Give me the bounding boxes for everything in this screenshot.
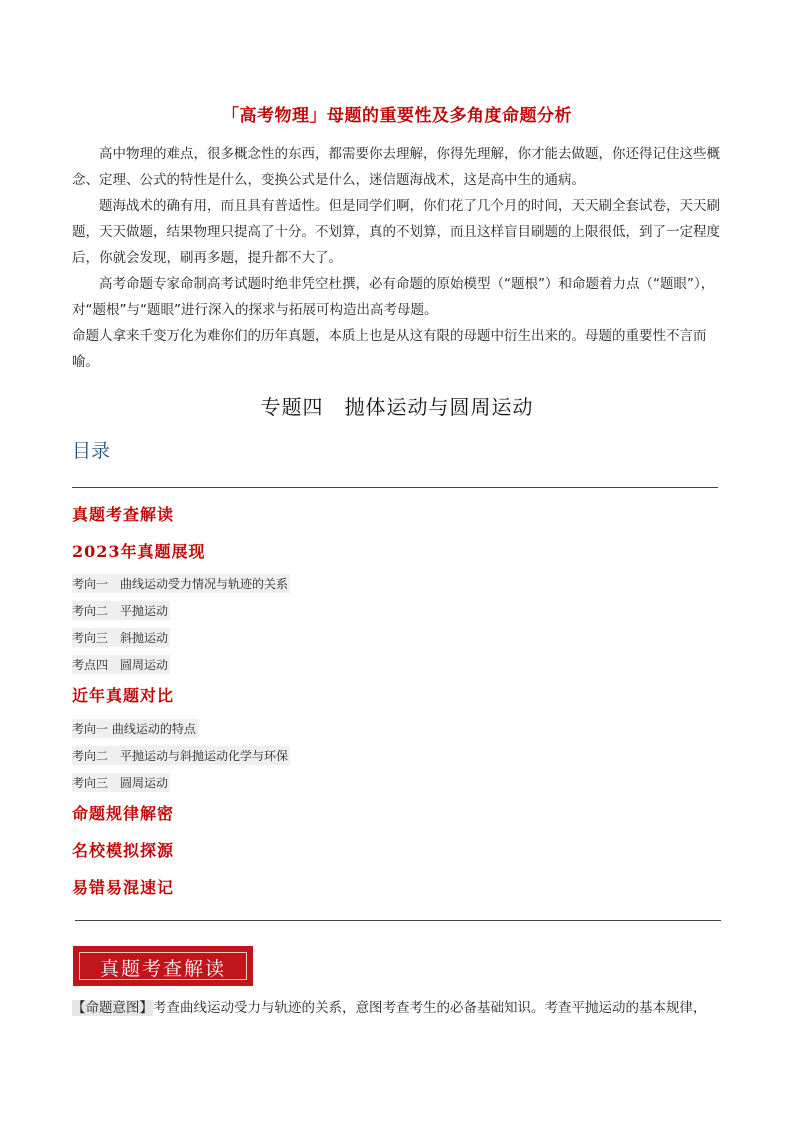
toc-link-recent-comparison[interactable]: 近年真题对比 xyxy=(72,686,175,705)
toc-link-patterns[interactable]: 命题规律解密 xyxy=(72,804,175,823)
intent-line xyxy=(72,997,732,1019)
toc-link-quick-notes[interactable]: 易错易混速记 xyxy=(72,878,175,897)
toc-link-g1-4[interactable]: 考点四 圆周运动 xyxy=(72,655,170,674)
toc-link-g1-2[interactable]: 考向二 平抛运动 xyxy=(72,601,170,620)
section-title: 专题四 抛体运动与圆周运动 xyxy=(260,395,534,419)
intent-tag: 【命题意图】 xyxy=(72,1000,153,1016)
toc-bottom-divider xyxy=(75,920,721,921)
toc-link-2023-exams[interactable]: 2023年真题展现 xyxy=(72,542,206,561)
intro-paragraph-3: 高考命题专家命制高考试题时绝非凭空杜撰，必有命题的原始模型（“题根”）和命题着力点（“题眼”），对“题根”与“题眼”进行深入的探求与拓展可构造出高考母题。 xyxy=(72,276,715,318)
toc-title: 目录 xyxy=(72,440,111,462)
banner-text: 真题考查解读 xyxy=(99,958,226,980)
main-title: 「高考物理」母题的重要性及多角度命题分析 xyxy=(222,106,572,126)
intro-paragraph-4: 命题人拿来千变万化为难你们的历年真题，本质上也是从这有限的母题中衍生出来的。母题的重要性不言而喻。 xyxy=(72,328,707,370)
toc-link-g2-1[interactable]: 考向一 曲线运动的特点 xyxy=(72,719,198,738)
section-banner xyxy=(73,946,253,986)
toc-link-g2-3[interactable]: 考向三 圆周运动 xyxy=(72,773,170,792)
intent-text: 考查曲线运动受力与轨迹的关系，意图考查考生的必备基础知识。考查平抛运动的基本规律， xyxy=(153,1000,707,1016)
toc-link-mock-sources[interactable]: 名校模拟探源 xyxy=(72,841,175,860)
intro-text xyxy=(72,141,724,375)
intro-paragraph-2: 题海战术的确有用，而且具有普适性。但是同学们啊，你们花了几个月的时间，天天刷全套试卷，天天刷题，天天做题，结果物理只提高了十分。不划算，真的不划算，而且这样盲目刷题的上限很低，到了一定程度后，你就会发现，刷再多题，提升都不大了。 xyxy=(72,198,720,266)
toc-link-exam-analysis[interactable]: 真题考查解读 xyxy=(72,505,175,524)
toc-link-g2-2[interactable]: 考向二 平抛运动与斜抛运动化学与环保 xyxy=(72,746,290,765)
toc-top-divider xyxy=(72,487,718,488)
intro-paragraph-1: 高中物理的难点，很多概念性的东西，都需要你去理解，你得先理解，你才能去做题，你还得记住这些概念、定理、公式的特性是什么，变换公式是什么，迷信题海战术，这是高中生的通病。 xyxy=(72,146,720,188)
toc-link-g1-3[interactable]: 考向三 斜抛运动 xyxy=(72,628,170,647)
toc-link-g1-1[interactable]: 考向一 曲线运动受力情况与轨迹的关系 xyxy=(72,574,290,593)
